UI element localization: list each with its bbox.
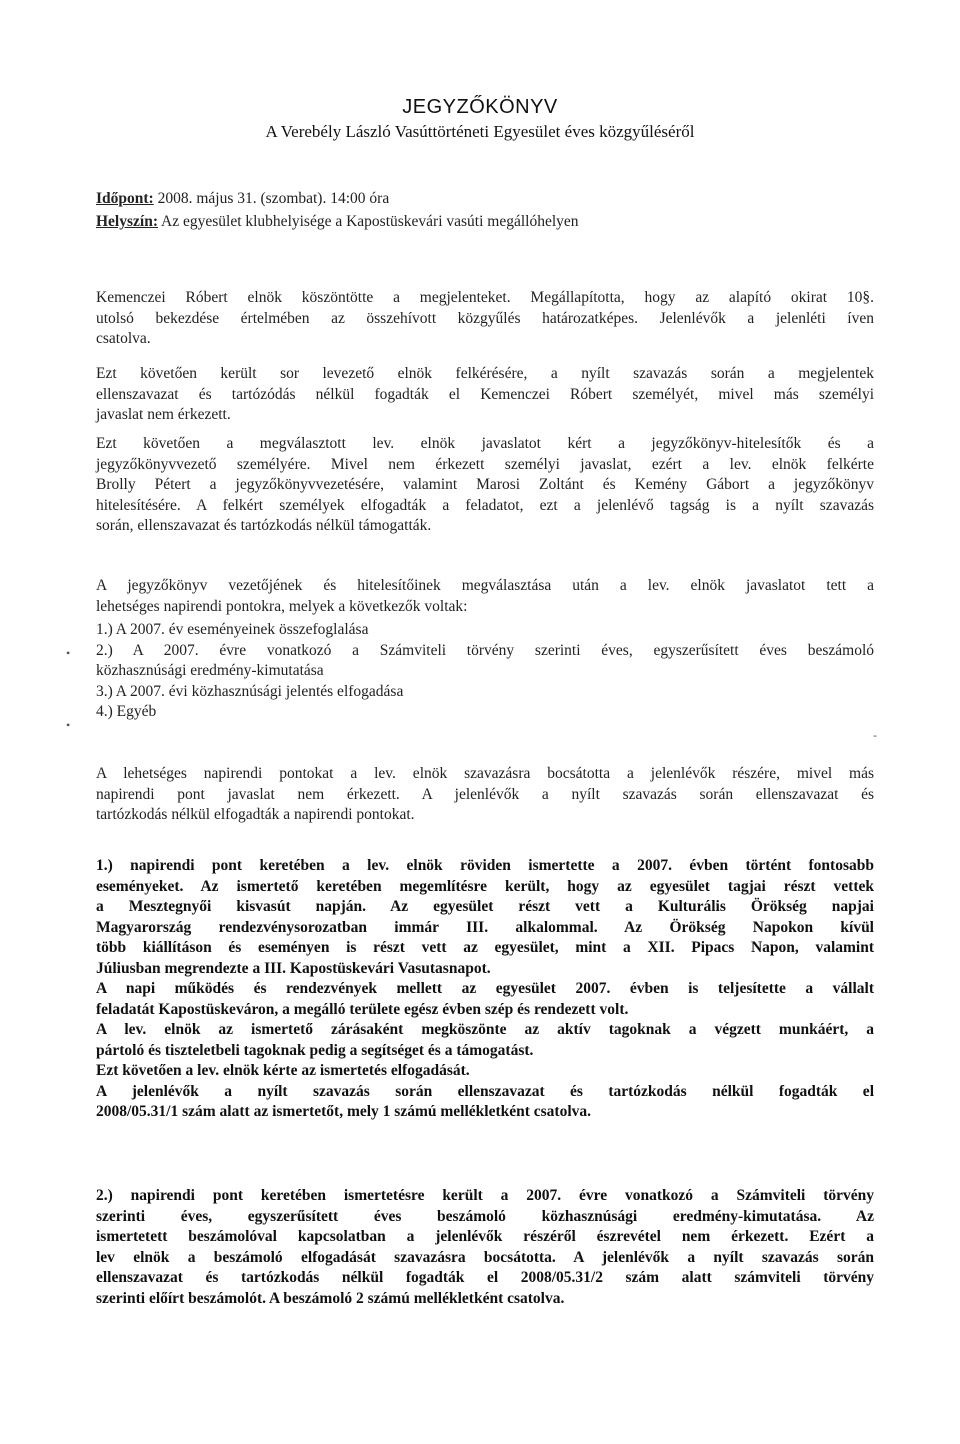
paragraph-line: Brolly Pétert a jegyzőkönyvvezetésére, valamint Marosi Zoltánt és Kemény Gábort a jegyzőkönyv bbox=[96, 476, 874, 493]
date-value: 2008. május 31. (szombat). 14:00 óra bbox=[153, 190, 390, 207]
paragraph-line: Ezt követően került sor levezető elnök felkérésére, a nyílt szavazás során a megjelentek bbox=[96, 365, 874, 382]
date-label: Időpont: bbox=[96, 190, 154, 207]
paragraph-line: feladatát Kapostüskeváron, a megálló területe egész évben szép és rendezett volt. bbox=[96, 1000, 629, 1018]
paragraph-line: pártoló és tiszteletbeli tagoknak pedig a segítséget és a támogatást. bbox=[96, 1041, 534, 1059]
scan-mark: • bbox=[66, 646, 71, 660]
paragraph-line: eseményeket. Az ismertető keretében megemlítésre került, hogy az egyesület tagjai részt vettek bbox=[96, 877, 874, 895]
paragraph-line: Júliusban megrendezte a III. Kapostüskevári Vasutasnapot. bbox=[96, 959, 491, 977]
scan-mark: • bbox=[66, 718, 71, 732]
paragraph-line: a Mesztegnyői kisvasút napján. Az egyesület részt vett a Kulturális Örökség napjai bbox=[96, 898, 874, 915]
paragraph-line: ismertetett beszámolóval kapcsolatban a jelenlévők részéről észrevétel nem érkezett. Ezért a bbox=[96, 1228, 874, 1245]
paragraph-line: 2.) napirendi pont keretében ismertetésre került a 2007. évre vonatkozó a Számviteli törvény bbox=[96, 1187, 874, 1204]
document-title: JEGYZŐKÖNYV bbox=[402, 96, 558, 118]
paragraph-line: szerinti éves, egyszerűsített éves beszámoló közhasznúsági eredmény-kimutatása. Az bbox=[96, 1207, 874, 1225]
paragraph-line: ellenszavazat és tartózkodás nélkül fogadták el 2008/05.31/2 szám alatt számviteli törvény bbox=[96, 1269, 874, 1286]
paragraph-chair-election bbox=[96, 364, 874, 426]
document-subtitle: A Verebély László Vasúttörténeti Egyesület éves közgyűléséről bbox=[265, 122, 695, 141]
place-label: Helyszín: bbox=[96, 213, 158, 230]
agenda-item: 2.) A 2007. évre vonatkozó a Számviteli törvény szerinti éves, egyszerűsített éves beszámoló bbox=[96, 641, 874, 659]
paragraph-line: A lev. elnök az ismertető zárásaként megköszönte az aktív tagoknak a végzett munkáért, a bbox=[96, 1021, 874, 1038]
paragraph-line: Kemenczei Róbert elnök köszöntötte a megjelenteket. Megállapította, hogy az alapító okirat 10§. bbox=[96, 289, 874, 306]
place-line bbox=[96, 213, 579, 231]
paragraph-line: 2008/05.31/1 szám alatt az ismertetőt, mely 1 számú mellékletként csatolva. bbox=[96, 1103, 592, 1120]
paragraph-opening bbox=[96, 288, 874, 350]
paragraph-line: Ezt követően a lev. elnök kérte az ismertetés elfogadását. bbox=[96, 1062, 470, 1079]
agenda-item: 1.) A 2007. év eseményeinek összefoglalása bbox=[96, 621, 369, 638]
paragraph-line: A jelenlévők a nyílt szavazás során ellenszavazat és tartózkodás nélkül fogadták el bbox=[96, 1082, 874, 1100]
paragraph-agenda-intro bbox=[96, 576, 874, 617]
paragraph-agenda-vote bbox=[96, 764, 874, 826]
paragraph-line: A jegyzőkönyv vezetőjének és hitelesítőinek megválasztása után a lev. elnök javaslatot tett a bbox=[96, 577, 874, 594]
agenda-item: közhasznúsági eredmény-kimutatása bbox=[96, 662, 324, 679]
paragraph-minutes-keepers bbox=[96, 434, 874, 537]
scan-mark: - bbox=[873, 728, 877, 742]
paragraph-line: A napi működés és rendezvények mellett az egyesület 2007. évben is teljesítette a vállalt bbox=[96, 980, 874, 997]
paragraph-agenda-point-2 bbox=[96, 1186, 874, 1309]
agenda-list bbox=[96, 620, 874, 723]
paragraph-line: lev elnök a beszámoló elfogadását szavazásra bocsátotta. A jelenlévők a nyílt szavazás során bbox=[96, 1248, 874, 1266]
paragraph-line: lehetséges napirendi pontokra, melyek a következők voltak: bbox=[96, 597, 468, 615]
paragraph-line: jegyzőkönyvvezető személyére. Mivel nem érkezett személyi javaslat, ezért a lev. elnök felkérte bbox=[96, 455, 874, 473]
paragraph-line: tartózkodás nélkül elfogadták a napirendi pontokat. bbox=[96, 806, 415, 823]
paragraph-line: utolsó bekezdése értelmében az összehívott közgyűlés határozatképes. Jelenlévők a jelenléti íven bbox=[96, 309, 874, 327]
paragraph-line: során, ellenszavazat és tartózkodás nélkül támogatták. bbox=[96, 517, 432, 534]
paragraph-line: hitelesítésére. A felkért személyek elfogadták a feladatot, ezt a jelenlévő tagság is a nyílt szavazás bbox=[96, 496, 874, 514]
paragraph-line: 1.) napirendi pont keretében a lev. elnök röviden ismertette a 2007. évben történt fontosabb bbox=[96, 857, 874, 874]
agenda-item: 4.) Egyéb bbox=[96, 703, 157, 720]
date-line bbox=[96, 190, 389, 208]
paragraph-line: több kiállításon és eseményen is részt vett az egyesület, mint a XII. Pipacs Napon, valamint bbox=[96, 939, 874, 956]
paragraph-line: A lehetséges napirendi pontokat a lev. elnök szavazásra bocsátotta a jelenlévők részére, mivel más bbox=[96, 765, 874, 782]
agenda-item: 3.) A 2007. évi közhasznúsági jelentés elfogadása bbox=[96, 682, 404, 700]
paragraph-line: csatolva. bbox=[96, 330, 151, 347]
place-value: Az egyesület klubhelyisége a Kapostüskevári vasúti megállóhelyen bbox=[158, 213, 579, 230]
paragraph-line: Ezt követően a megválasztott lev. elnök javaslatot kért a jegyzőkönyv-hitelesítők és a bbox=[96, 435, 874, 452]
paragraph-line: napirendi pont javaslat nem érkezett. A jelenlévők a nyílt szavazás során ellenszavazat és bbox=[96, 785, 874, 803]
paragraph-line: ellenszavazat és tartózódás nélkül fogadták el Kemenczei Róbert személyét, mivel más személyi bbox=[96, 385, 874, 403]
paragraph-line: szerinti előírt beszámolót. A beszámoló 2 számú mellékletként csatolva. bbox=[96, 1289, 565, 1307]
paragraph-agenda-point-1 bbox=[96, 856, 874, 1123]
paragraph-line: Magyarország rendezvénysorozatban immár III. alkalommal. Az Örökség Napokon kívül bbox=[96, 918, 874, 936]
paragraph-line: javaslat nem érkezett. bbox=[96, 406, 231, 423]
